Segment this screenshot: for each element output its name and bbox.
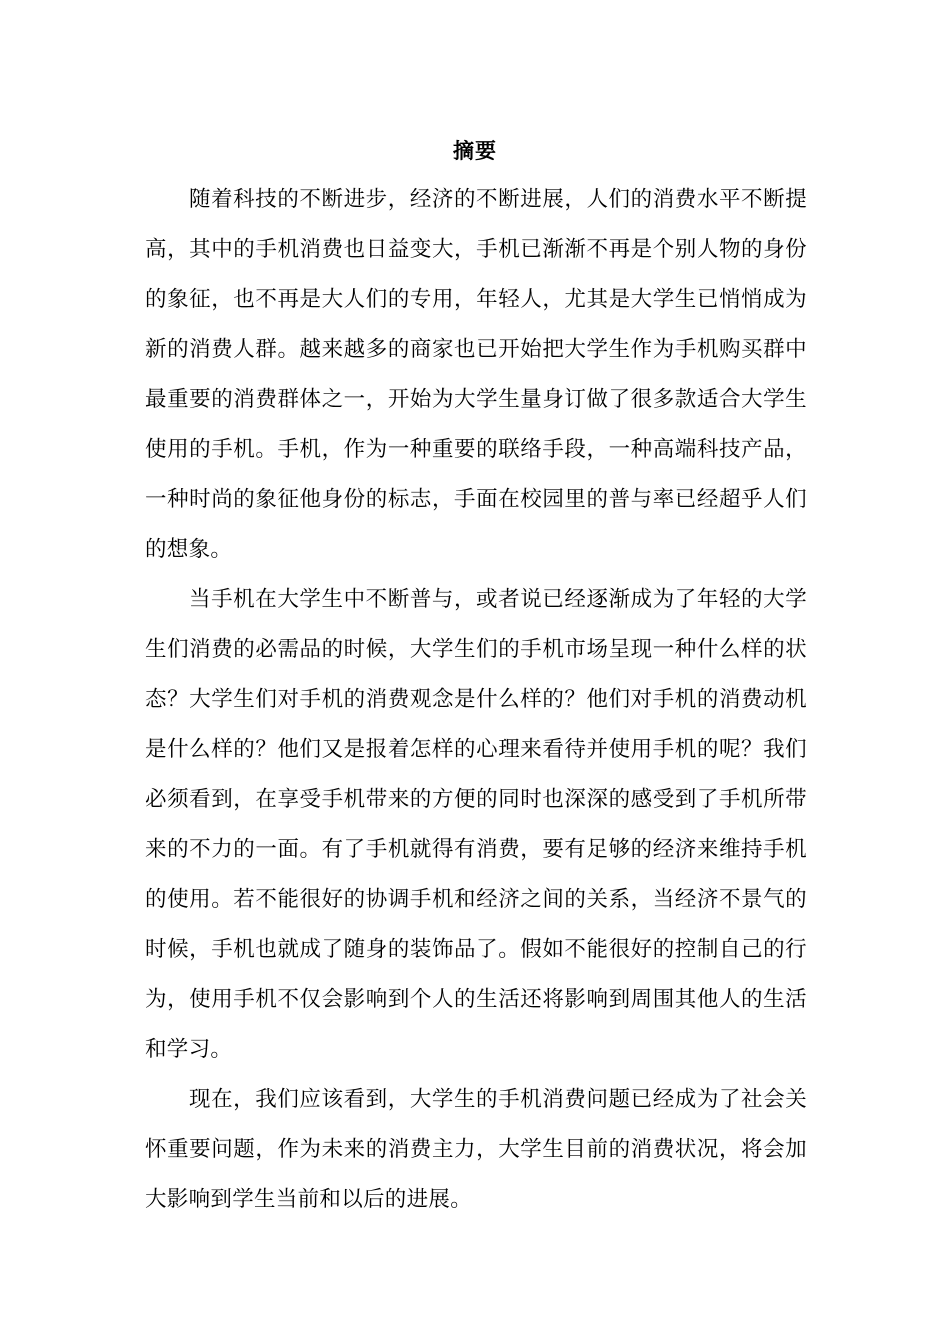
paragraph-1: 随着科技的不断进步，经济的不断进展，人们的消费水平不断提高，其中的手机消费也日益变大，手机已渐渐不再是个别人物的身份的象征，也不再是大人们的专用，年轻人，尤其是大学生已悄悄成为新的消费人群。越来越多的商家也已开始把大学生作为手机购买群中最重要的消费群体之一，开始为大学生量身订做了很多款适合大学生使用的手机。手机，作为一种重要的联络手段，一种高端科技产品，一种时尚的象征他身份的标志，手面在校园里的普与率已经超乎人们的想象。 [145,187,807,562]
abstract-body [145,175,807,1225]
page-title: 摘要 [453,139,497,163]
paragraph-3: 现在，我们应该看到，大学生的手机消费问题已经成为了社会关怀重要问题，作为未来的消费主力，大学生目前的消费状况，将会加大影响到学生当前和以后的进展。 [145,1087,807,1212]
paragraph-2: 当手机在大学生中不断普与，或者说已经逐渐成为了年轻的大学生们消费的必需品的时候，大学生们的手机市场呈现一种什么样的状态？大学生们对手机的消费观念是什么样的？他们对手机的消费动机是什么样的？他们又是报着怎样的心理来看待并使用手机的呢？我们必须看到，在享受手机带来的方便的同时也深深的感受到了手机所带来的不力的一面。有了手机就得有消费，要有足够的经济来维持手机的使用。若不能很好的协调手机和经济之间的关系，当经济不景气的时候，手机也就成了随身的装饰品了。假如不能很好的控制自己的行为，使用手机不仅会影响到个人的生活还将影响到周围其他人的生活和学习。 [145,587,807,1062]
